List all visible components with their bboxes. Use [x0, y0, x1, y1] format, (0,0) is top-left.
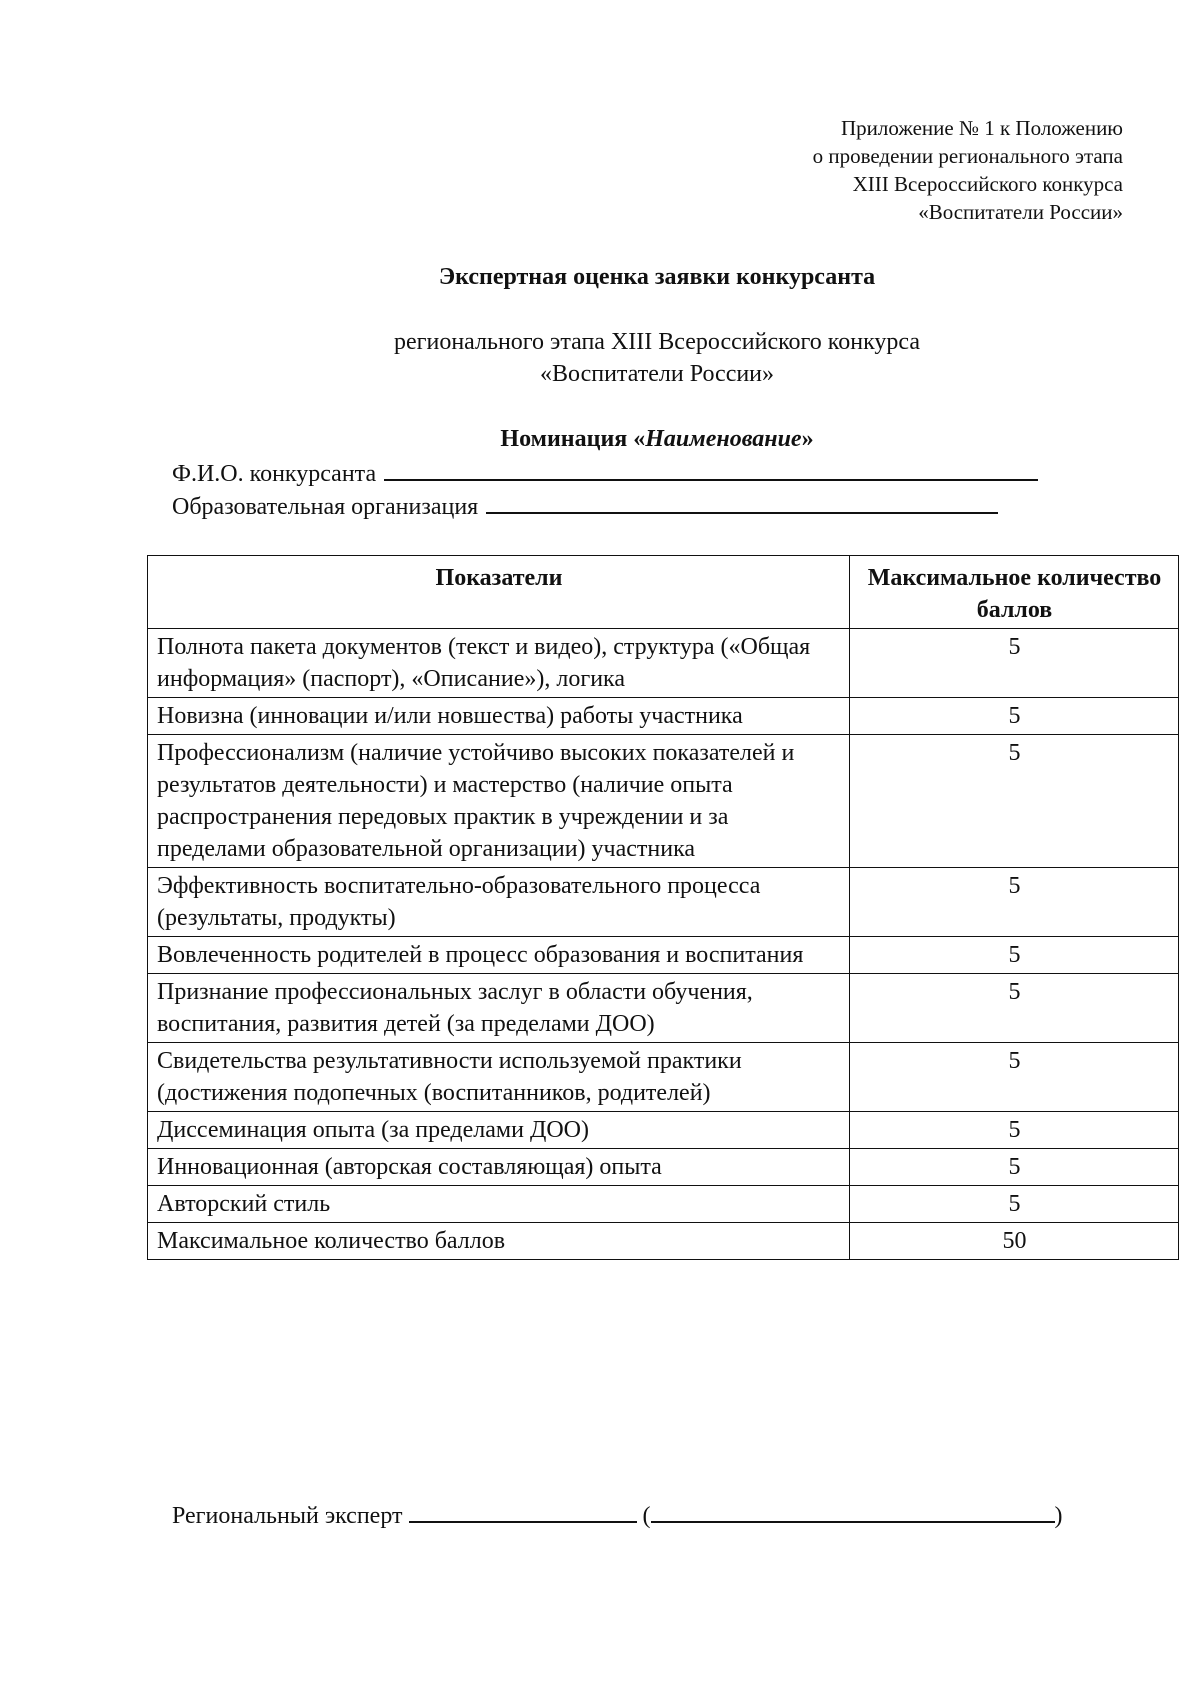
table-row [148, 1043, 1179, 1112]
points-cell: 5 [850, 974, 1179, 1043]
points-cell: 5 [850, 1112, 1179, 1149]
points-cell: 5 [850, 937, 1179, 974]
indicator-cell: Полнота пакета документов (текст и видео), структура («Общая информация» (паспорт), «Описание»), логика [148, 629, 850, 698]
points-cell: 5 [850, 868, 1179, 937]
points-cell: 5 [850, 1186, 1179, 1223]
points-cell: 5 [850, 629, 1179, 698]
indicator-cell: Профессионализм (наличие устойчиво высоких показателей и результатов деятельности) и мастерство (наличие опыта распространения передовых практик в учреждении и за пределами образовательной организации) участника [148, 735, 850, 868]
table-row [148, 1112, 1179, 1149]
indicator-cell: Авторский стиль [148, 1186, 850, 1223]
table-row [148, 735, 1179, 868]
nomination-close: » [801, 426, 814, 452]
appendix-header [523, 114, 1123, 226]
document-subtitle [57, 326, 1200, 390]
org-blank-line[interactable] [486, 490, 998, 514]
points-cell: 5 [850, 735, 1179, 868]
table-row [148, 698, 1179, 735]
table-header-row [148, 556, 1179, 629]
indicator-cell: Свидетельства результативности используемой практики (достижения подопечных (воспитанников, родителей) [148, 1043, 850, 1112]
expert-signature-line[interactable] [409, 1499, 637, 1523]
subtitle-line-2: «Воспитатели России» [539, 361, 775, 387]
table-total-row [148, 1223, 1179, 1260]
indicator-cell: Новизна (инновации и/или новшества) работы участника [148, 698, 850, 735]
indicator-cell: Эффективность воспитательно-образовательного процесса (результаты, продукты) [148, 868, 850, 937]
total-points-cell: 50 [850, 1223, 1179, 1260]
table-row [148, 937, 1179, 974]
points-cell: 5 [850, 1043, 1179, 1112]
table-row [148, 974, 1179, 1043]
nomination-label: Номинация « [500, 426, 646, 452]
table-row [148, 868, 1179, 937]
expert-label: Региональный эксперт [172, 1503, 403, 1529]
indicator-cell: Инновационная (авторская составляющая) опыта [148, 1149, 850, 1186]
header-indicators: Показатели [148, 556, 850, 629]
fio-field [172, 457, 1038, 489]
expert-name-line[interactable] [651, 1499, 1055, 1523]
fio-blank-line[interactable] [384, 457, 1038, 481]
scores-table [147, 555, 1179, 1260]
fio-label: Ф.И.О. конкурсанта [172, 461, 377, 487]
document-title: Экспертная оценка заявки конкурсанта [438, 264, 876, 290]
close-paren: ) [1054, 1503, 1063, 1529]
org-label: Образовательная организация [172, 494, 479, 520]
open-paren: ( [642, 1503, 651, 1529]
nomination-name: Наименование [645, 426, 802, 452]
table-row [148, 1186, 1179, 1223]
appendix-line-2: о проведении регионального этапа [812, 144, 1123, 168]
appendix-line-3: XIII Всероссийского конкурса [852, 172, 1123, 196]
expert-signature [172, 1499, 1063, 1531]
indicator-cell: Диссеминация опыта (за пределами ДОО) [148, 1112, 850, 1149]
header-max-points: Максимальное количество баллов [850, 556, 1179, 629]
indicator-cell: Признание профессиональных заслуг в области обучения, воспитания, развития детей (за пределами ДОО) [148, 974, 850, 1043]
points-cell: 5 [850, 1149, 1179, 1186]
org-field [172, 490, 998, 522]
table-row [148, 629, 1179, 698]
table-row [148, 1149, 1179, 1186]
indicator-cell: Вовлеченность родителей в процесс образования и воспитания [148, 937, 850, 974]
subtitle-line-1: регионального этапа XIII Всероссийского конкурса [393, 329, 921, 355]
appendix-line-1: Приложение № 1 к Положению [840, 116, 1123, 140]
total-label-cell: Максимальное количество баллов [148, 1223, 850, 1260]
nomination-heading [57, 424, 1200, 454]
appendix-line-4: «Воспитатели России» [918, 200, 1123, 224]
points-cell: 5 [850, 698, 1179, 735]
